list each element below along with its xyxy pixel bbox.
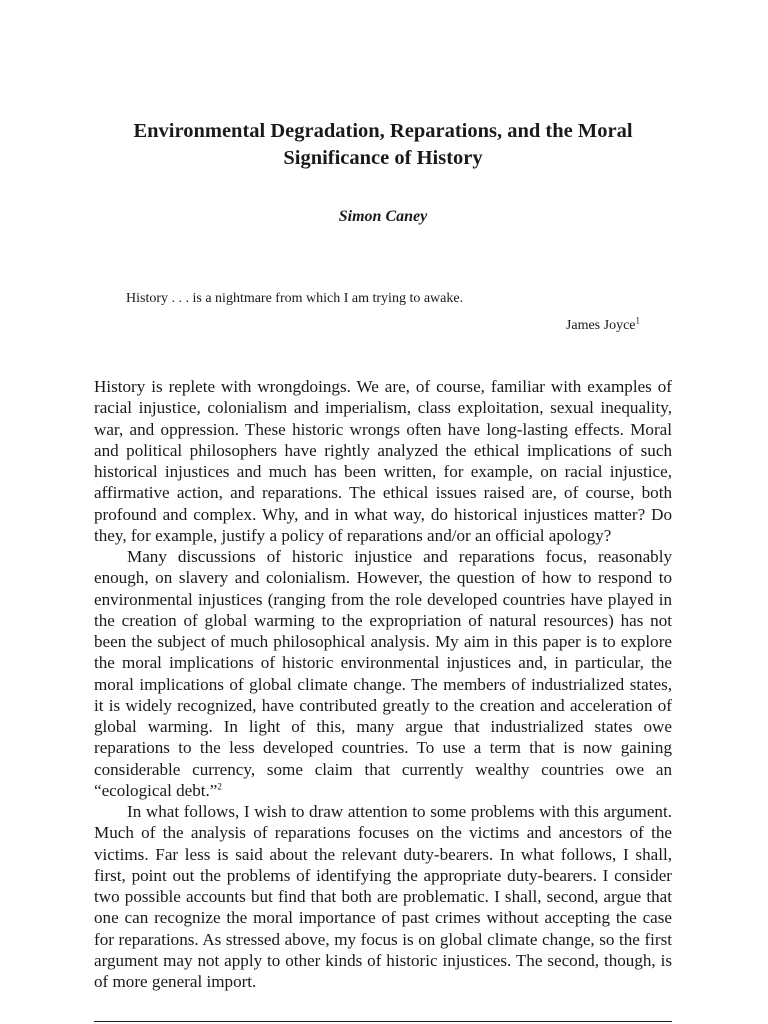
epigraph-source bbox=[126, 317, 640, 335]
epigraph-quote: History . . . is a nightmare from which I am trying to awake. bbox=[126, 291, 464, 306]
paragraph-3: In what follows, I wish to draw attention to some problems with this argument. Much of the analysis of reparations focuses on the victims and ancestors of the victims. Far less is said about the relevant duty-bearers. In what follows, I shall, first, point out the problems of identifying the appropriate duty-bearers. I consider two possible accounts but find that both are problematic. I shall, second, argue that one can recognize the moral importance of past crimes without accepting the case for reparations. As stressed above, my focus is on global climate change, so the first argument may not apply to other kinds of historic injustices. The second, though, is of more general import. bbox=[94, 802, 672, 991]
footnote-divider bbox=[94, 1021, 672, 1022]
author-name: Simon Caney bbox=[338, 208, 428, 225]
footnote-marker-1[interactable]: 1 bbox=[635, 315, 640, 326]
paragraph-1: History is replete with wrongdoings. We are, of course, familiar with examples of racial injustice, colonialism and imperialism, class exploitation, sexual inequality, war, and oppression. These historic wrongs often have long-lasting effects. Moral and political philosophers have rightly analyzed the ethical implications of such historical injustices and much has been written, for example, on racial injustice, affirmative action, and reparations. The ethical issues raised are, of course, both profound and complex. Why, and in what way, do historical injustices matter? Do they, for example, justify a policy of reparations and/or an official apology? bbox=[94, 377, 672, 545]
body-text bbox=[94, 376, 672, 992]
paragraph-2 bbox=[94, 546, 672, 801]
paragraph-2-text: Many discussions of historic injustice and reparations focus, reasonably enough, on slavery and colonialism. However, the question of how to respond to environmental injustices (ranging from the role developed countries have played in the creation of global warming to the expropriation of natural resources) has not been the subject of much philosophical analysis. My aim in this paper is to explore the moral implications of historic environmental injustices and, in particular, the moral implications of global climate change. The members of industrialized states, it is widely recognized, have contributed greatly to the creation and acceleration of global warming. In light of this, many argue that industrialized states owe reparations to the less developed countries. To use a term that is now gaining considerable currency, some claim that currently wealthy countries owe an “ecological debt.” bbox=[94, 547, 672, 800]
footnote-marker-2[interactable]: 2 bbox=[217, 781, 222, 792]
paper-title: Environmental Degradation, Reparations, and the Moral Significance of History bbox=[133, 120, 633, 169]
epigraph-author: James Joyce bbox=[565, 318, 636, 333]
